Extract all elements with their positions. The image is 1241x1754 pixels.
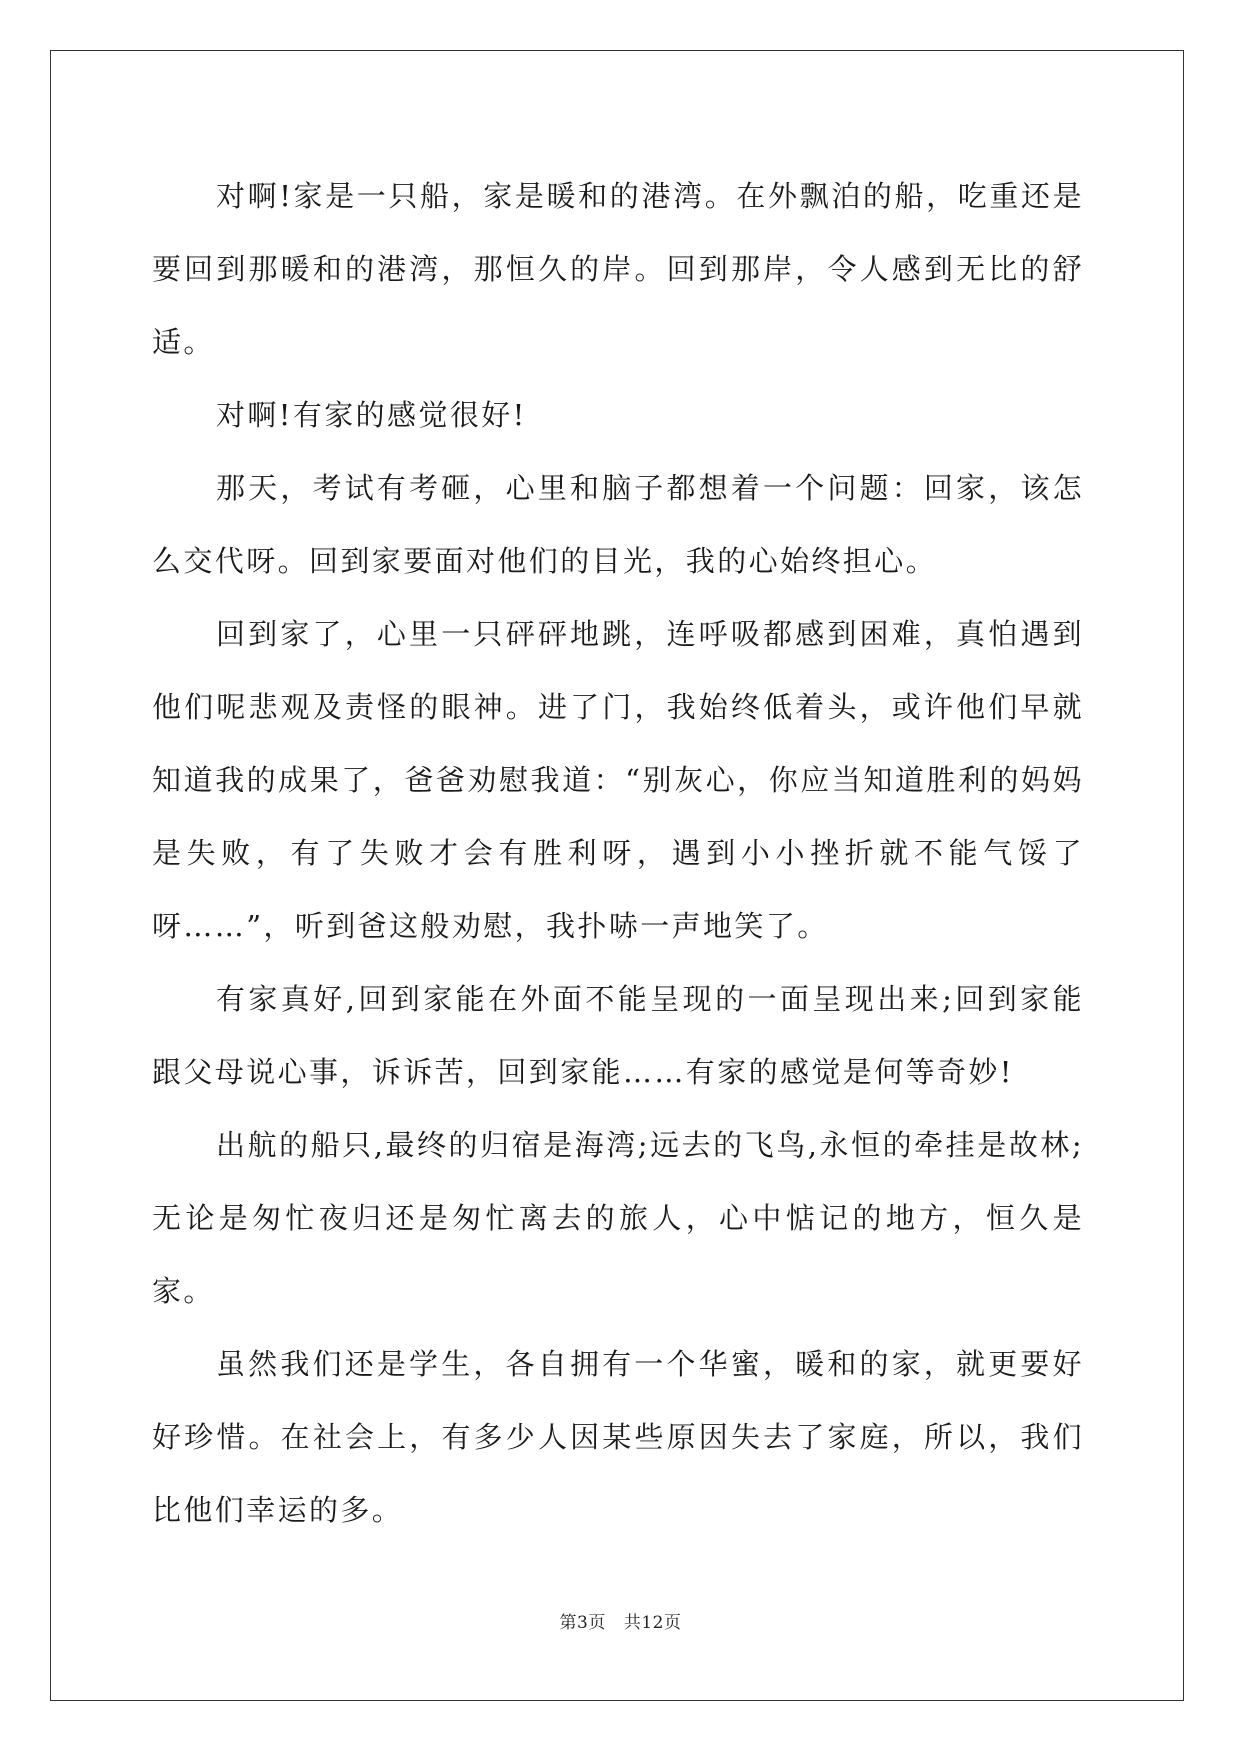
paragraph: 回到家了，心里一只砰砰地跳，连呼吸都感到困难，真怕遇到他们呢悲观及责怪的眼神。进了门，我始终低着头，或许他们早就知道我的成果了，爸爸劝慰我道：“别灰心，你应当知道胜利的妈妈是失败，有了失败才会有胜利呀，遇到小小挫折就不能气馁了呀……”，听到爸这般劝慰，我扑哧一声地笑了。 [152, 617, 1084, 943]
paragraph: 有家真好,回到家能在外面不能呈现的一面呈现出来;回到家能跟父母说心事，诉诉苦，回到家能……有家的感觉是何等奇妙! [152, 982, 1084, 1089]
paragraph: 对啊!家是一只船，家是暖和的港湾。在外飘泊的船，吃重还是要回到那暖和的港湾，那恒久的岸。回到那岸，令人感到无比的舒适。 [152, 179, 1084, 359]
document-body [152, 160, 1084, 1547]
page-total: 共12页 [623, 1613, 682, 1633]
paragraph: 对啊!有家的感觉很好! [216, 398, 527, 432]
paragraph: 出航的船只,最终的归宿是海湾;远去的飞鸟,永恒的牵挂是故林;无论是匆忙夜归还是匆忙离去的旅人，心中惦记的地方，恒久是家。 [152, 1128, 1084, 1308]
paragraph: 那天，考试有考砸，心里和脑子都想着一个问题：回家，该怎么交代呀。回到家要面对他们的目光，我的心始终担心。 [152, 471, 1084, 578]
paragraph: 虽然我们还是学生，各自拥有一个华蜜，暖和的家，就更要好好珍惜。在社会上，有多少人因某些原因失去了家庭，所以，我们比他们幸运的多。 [152, 1347, 1084, 1527]
page-footer [0, 1608, 1241, 1633]
page-number: 第3页 [559, 1613, 606, 1633]
